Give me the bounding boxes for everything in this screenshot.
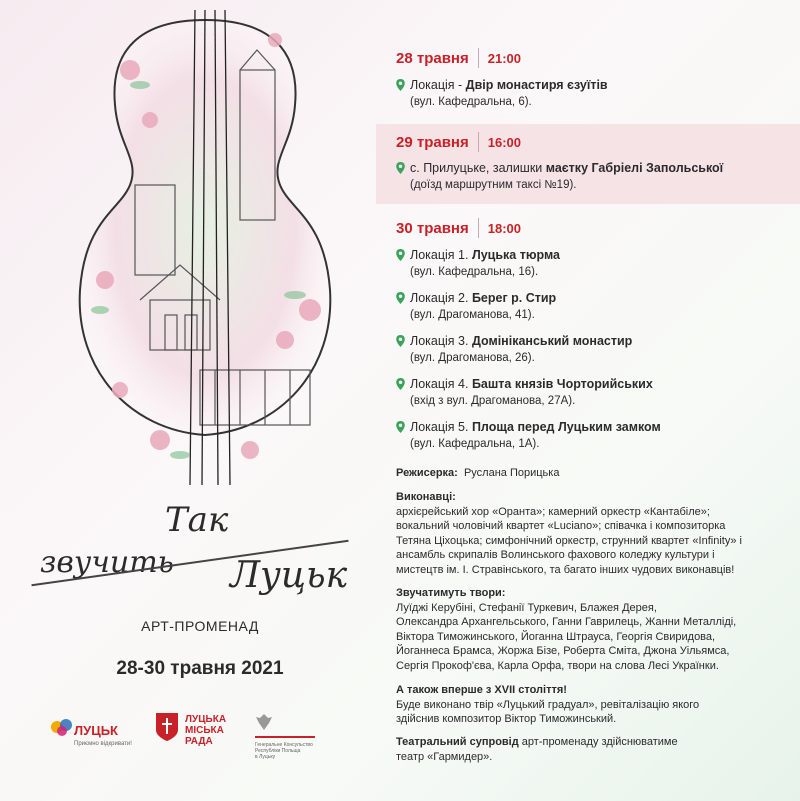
day-label: 30 травня xyxy=(396,219,469,237)
map-pin-icon xyxy=(396,292,405,304)
location-name: Двір монастиря єзуїтів xyxy=(465,78,608,92)
director-name: Руслана Порицька xyxy=(463,467,560,479)
lutsk-brand-tagline: Приємно відкривати! xyxy=(74,741,132,747)
director-block xyxy=(396,466,791,481)
director-label: Режисерка: xyxy=(396,467,458,479)
location-address: (вул. Кафедральна, 6). xyxy=(410,96,532,108)
premiere-block: А також вперше з XVII століття! Буде виконано твір «Луцький градуал», ревіталізацію якого здійснив композитор Віктор Тиможинський. xyxy=(396,684,700,725)
eagle-icon xyxy=(255,712,273,732)
title-word-3: Луцьк xyxy=(230,555,348,596)
script-title xyxy=(30,500,370,615)
lutsk-brand-logo xyxy=(50,717,132,747)
location-item: Локація - Двір монастиря єзуїтів (вул. Кафедральна, 6). xyxy=(396,77,608,111)
location-name: Башта князів Чорторийських xyxy=(471,377,653,391)
subtitle: АРТ-ПРОМЕНАД xyxy=(141,618,259,634)
map-pin-icon xyxy=(396,249,405,261)
lutsk-brand-name: ЛУЦЬК xyxy=(74,723,118,738)
heart-logo-icon xyxy=(50,717,76,737)
location-address: (вхід з вул. Драгоманова, 27А). xyxy=(410,395,576,407)
event-dates: 28-30 травня 2021 xyxy=(116,658,284,679)
location-name: Берег р. Стир xyxy=(471,291,557,305)
map-pin-icon xyxy=(396,79,405,91)
map-pin-icon xyxy=(396,378,405,390)
day-label: 29 травня xyxy=(396,133,469,151)
works-block: Звучатимуть твори: Луїджі Керубіні, Стефанії Туркевич, Блажея Дерея, Олександра Архангельського, Ганни Гаврилець, Жанни Металліді, Віктора Тиможинського, Йоганна Штрауса, Георгія Свиридова, Йоганнеса Брамса, Жоржа Бізе, Роберта Сміта, Джона Уільямса, Сергія Прокоф'єва, Карла Орфа, твори на слова Лесі Українки. xyxy=(396,587,737,672)
logo-strip xyxy=(50,712,380,762)
coat-of-arms-icon xyxy=(155,712,179,742)
location-name: Луцька тюрма xyxy=(471,248,561,262)
violin-illustration xyxy=(40,10,370,500)
location-address: (доїзд маршрутним таксі №19). xyxy=(410,179,577,191)
date-row-29 xyxy=(396,132,521,152)
consulate-logo xyxy=(255,712,313,760)
map-pin-icon xyxy=(396,162,405,174)
date-divider xyxy=(478,218,479,238)
council-name: ЛУЦЬКА МІСЬКА РАДА xyxy=(185,714,227,747)
location-address: (вул. Драгоманова, 41). xyxy=(410,309,535,321)
location-address: (вул. Драгоманова, 26). xyxy=(410,352,535,364)
day-label: 28 травня xyxy=(396,49,469,67)
location-address: (вул. Кафедральна, 16). xyxy=(410,266,539,278)
title-word-1: Так xyxy=(165,500,229,540)
location-name: Площа перед Луцьким замком xyxy=(471,420,661,434)
location-item: Локація 1. Луцька тюрма (вул. Кафедральна, 16). xyxy=(396,247,560,281)
location-item: с. Прилуцьке, залишки маєтку Габріелі Запольської (доїзд маршрутним таксі №19). xyxy=(396,160,723,194)
theatre-block: Театральний супровід арт-променаду здійснюватиме театр «Гармидер». xyxy=(396,736,678,763)
location-item: Локація 2. Берег р. Стир (вул. Драгоманова, 41). xyxy=(396,290,556,324)
theatre-label: Театральний супровід xyxy=(396,736,519,748)
title-word-2: звучить xyxy=(40,545,174,580)
premiere-label: А також вперше з XVII століття! xyxy=(396,684,567,696)
time-label: 16:00 xyxy=(487,134,521,150)
map-pin-icon xyxy=(396,335,405,347)
location-address: (вул. Кафедральна, 1А). xyxy=(410,438,540,450)
date-row-30 xyxy=(396,218,521,238)
map-pin-icon xyxy=(396,421,405,433)
council-logo xyxy=(155,712,227,747)
time-label: 21:00 xyxy=(487,50,521,66)
consulate-name: Генеральне Консульство Республіки Польща в Луцьку xyxy=(255,742,313,760)
location-item: Локація 4. Башта князів Чорторийських (вхід з вул. Драгоманова, 27А). xyxy=(396,376,653,410)
date-row-28 xyxy=(396,48,521,68)
consulate-rule xyxy=(255,736,315,738)
performers-label: Виконавці: xyxy=(396,491,456,503)
performers-block: Виконавці: архієрейський хор «Оранта»; камерний оркестр «Кантабіле»; вокальний чоловічий квартет «Luciano»; співачка і композиторка Тетяна Ціхоцька; симфонічний оркестр, струнний квартет «Infinity» і ансамбль скрипалів Волинського фахового коледжу культури і мистецтв ім. І. Стравінського, та багато інших чудових виконавців! xyxy=(396,491,742,576)
location-item: Локація 3. Домініканський монастир (вул. Драгоманова, 26). xyxy=(396,333,632,367)
location-item: Локація 5. Площа перед Луцьким замком (вул. Кафедральна, 1А). xyxy=(396,419,661,453)
location-name: маєтку Габріелі Запольської xyxy=(545,161,724,175)
location-name: Домініканський монастир xyxy=(471,334,633,348)
time-label: 18:00 xyxy=(487,220,521,236)
date-divider xyxy=(478,132,479,152)
works-label: Звучатимуть твори: xyxy=(396,587,506,599)
date-divider xyxy=(478,48,479,68)
